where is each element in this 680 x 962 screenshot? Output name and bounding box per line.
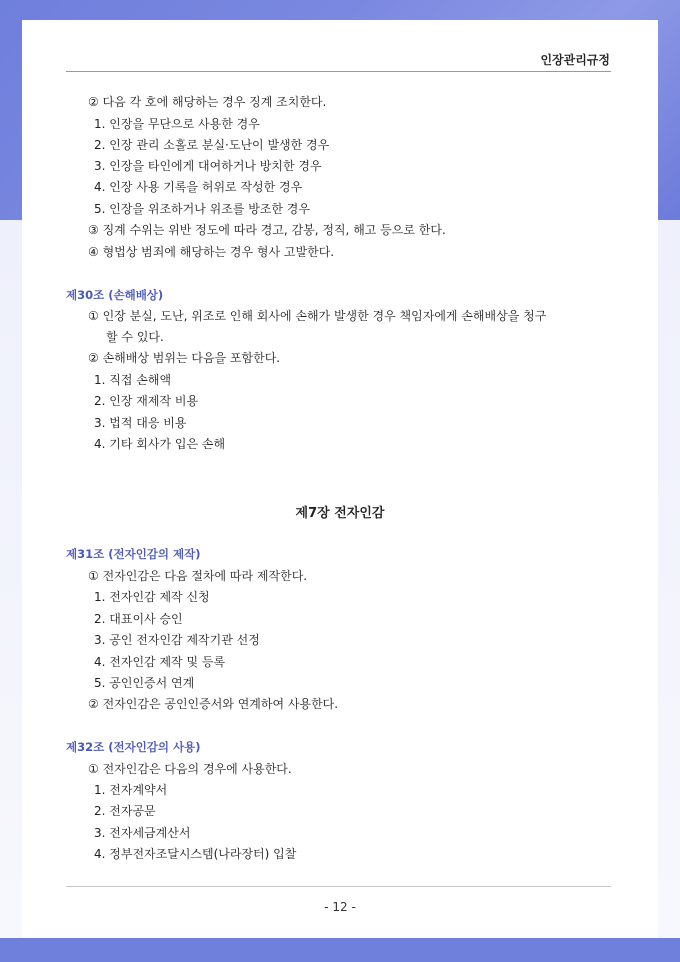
page-number: - 12 - [324, 900, 356, 914]
paragraph-1: ① 전자인감은 다음의 경우에 사용한다. [88, 762, 292, 776]
paragraph-1-line-2: 할 수 있다. [106, 330, 164, 344]
paragraph-3: ③ 징계 수위는 위반 정도에 따라 경고, 감봉, 정직, 해고 등으로 한다. [88, 223, 446, 237]
list-item: 3. 공인 전자인감 제작기관 선정 [94, 633, 260, 647]
background-left-margin [0, 220, 22, 938]
list-item: 2. 인장 재제작 비용 [94, 394, 199, 408]
chapter-title: 제7장 전자인감 [295, 506, 385, 521]
list-item: 1. 직접 손해액 [94, 373, 172, 387]
paragraph-1-line-1: ① 인장 분실, 도난, 위조로 인해 회사에 손해가 발생한 경우 책임자에게 손해배상을 청구 [88, 309, 547, 323]
list-item: 1. 전자인감 제작 신청 [94, 590, 210, 604]
list-item: 5. 인장을 위조하거나 위조를 방조한 경우 [94, 202, 310, 216]
list-item: 4. 기타 회사가 입은 손해 [94, 437, 226, 451]
list-item: 2. 전자공문 [94, 804, 156, 818]
list-item: 2. 인장 관리 소홀로 분실·도난이 발생한 경우 [94, 138, 330, 152]
header-title: 인장관리규정 [540, 53, 610, 67]
list-item: 1. 인장을 무단으로 사용한 경우 [94, 117, 260, 131]
article-30-title: 제30조 (손해배상) [66, 288, 164, 302]
paragraph-1: ① 전자인감은 다음 절차에 따라 제작한다. [88, 569, 308, 583]
list-item: 3. 인장을 타인에게 대여하거나 방치한 경우 [94, 159, 322, 173]
list-item: 4. 전자인감 제작 및 등록 [94, 655, 226, 669]
footer-rule [66, 886, 611, 887]
article-32-title: 제32조 (전자인감의 사용) [66, 740, 201, 754]
list-item: 4. 인장 사용 기록을 허위로 작성한 경우 [94, 180, 303, 194]
list-item: 3. 전자세금계산서 [94, 826, 191, 840]
list-item: 2. 대표이사 승인 [94, 612, 183, 626]
paragraph-2: ② 전자인감은 공인인증서와 연계하여 사용한다. [88, 697, 339, 711]
list-item: 4. 정부전자조달시스템(나라장터) 입찰 [94, 847, 297, 861]
list-item: 1. 전자계약서 [94, 783, 168, 797]
list-item: 3. 법적 대응 비용 [94, 416, 187, 430]
document-page [22, 20, 658, 938]
list-item: 5. 공인인증서 연계 [94, 676, 195, 690]
background-bottom-band [0, 938, 680, 962]
header-rule [66, 71, 611, 72]
background-right-margin [658, 220, 680, 938]
paragraph-2: ② 손해배상 범위는 다음을 포함한다. [88, 351, 281, 365]
paragraph-2: ② 다음 각 호에 해당하는 경우 징계 조치한다. [88, 95, 327, 109]
paragraph-4: ④ 형법상 범죄에 해당하는 경우 형사 고발한다. [88, 245, 335, 259]
article-31-title: 제31조 (전자인감의 제작) [66, 547, 201, 561]
